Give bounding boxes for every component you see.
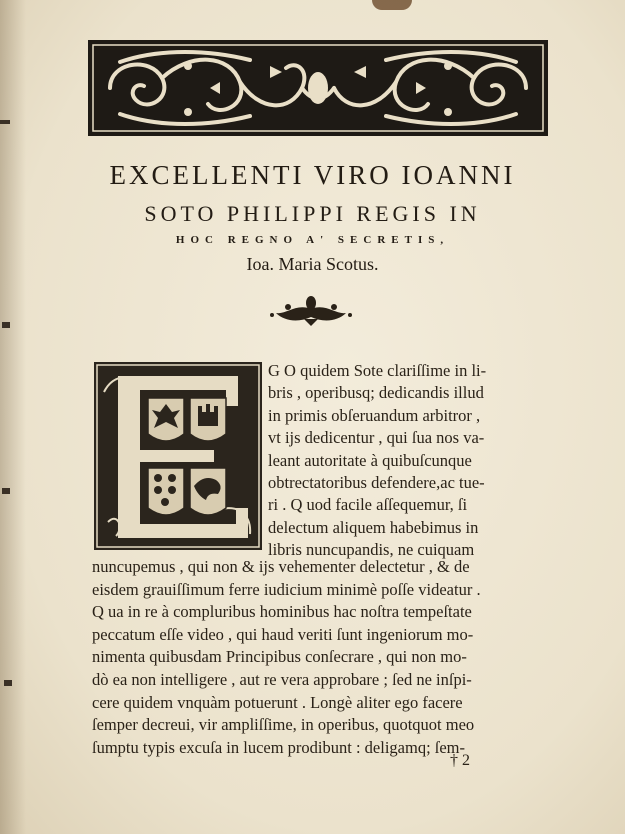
text-line: cere quidem vnquàm potuerunt . Longè aliter ego facere xyxy=(92,692,463,712)
text-line: G O quidem Sote clariſſime in li- xyxy=(268,361,487,380)
text-line: obtrectatoribus defendere,ac tue- xyxy=(268,472,485,492)
margin-mark xyxy=(2,322,10,328)
text-line: bris , operibusq; dedicandis illud xyxy=(268,383,484,403)
text-line: nuncupemus , qui non & ijs vehementer delectetur , & de xyxy=(92,557,470,576)
text-line: ri . Q uod facile aſſequemur, ſi xyxy=(268,495,468,515)
margin-mark xyxy=(4,680,12,686)
text-line: dò ea non intelligere , aut re vera approbare ; ſed ne inſpi- xyxy=(92,669,472,689)
text-line: delectum aliquem habebimus in xyxy=(268,517,479,537)
paragraph-continuation xyxy=(92,556,532,759)
text-line: libris nuncupandis, ne cuiquam xyxy=(268,540,475,560)
text-line: ſemper decreui, vir ampliſſime, in operibus, quotquot meo xyxy=(92,715,475,735)
dedication-title-line-3: HOC REGNO A' SECRETIS, xyxy=(175,234,450,246)
dedication-title-line-2: SOTO PHILIPPI REGIS IN xyxy=(144,201,481,226)
text-line: peccatum eſſe video , qui haud veriti ſunt ingeniorum mo- xyxy=(92,624,474,644)
dedication-title-line-1: EXCELLENTI VIRO IOANNI xyxy=(109,160,516,190)
top-stain xyxy=(372,0,412,10)
text-line: in primis obſeruandum arbitror , xyxy=(268,405,481,425)
text-line: leant autoritate à quibuſcunque xyxy=(268,450,472,470)
fleuron-ornament xyxy=(266,293,356,327)
decorated-initial-e xyxy=(94,362,262,550)
text-line: nimenta quibusdam Principibus conſecrare , qui non mo- xyxy=(92,647,467,667)
signature-mark: † 2 xyxy=(450,752,470,769)
text-line: eisdem grauiſſimum ferre iudicium minimè poſſe videatur . xyxy=(92,579,481,599)
text-line: ſumptu typis excuſa in lucem prodibunt : deligamq; ſem- xyxy=(92,737,466,757)
decorative-headpiece xyxy=(88,40,548,136)
margin-mark xyxy=(2,488,10,494)
binding-shadow xyxy=(0,0,26,834)
paragraph-opening-lines xyxy=(268,360,530,562)
text-line: Q ua in re à compluribus hominibus hac noſtra tempeſtate xyxy=(92,602,472,622)
margin-mark xyxy=(0,120,10,124)
text-line: vt ijs dedicentur , qui ſua nos va- xyxy=(268,428,485,448)
author-line: Ioa. Maria Scotus. xyxy=(246,254,379,274)
